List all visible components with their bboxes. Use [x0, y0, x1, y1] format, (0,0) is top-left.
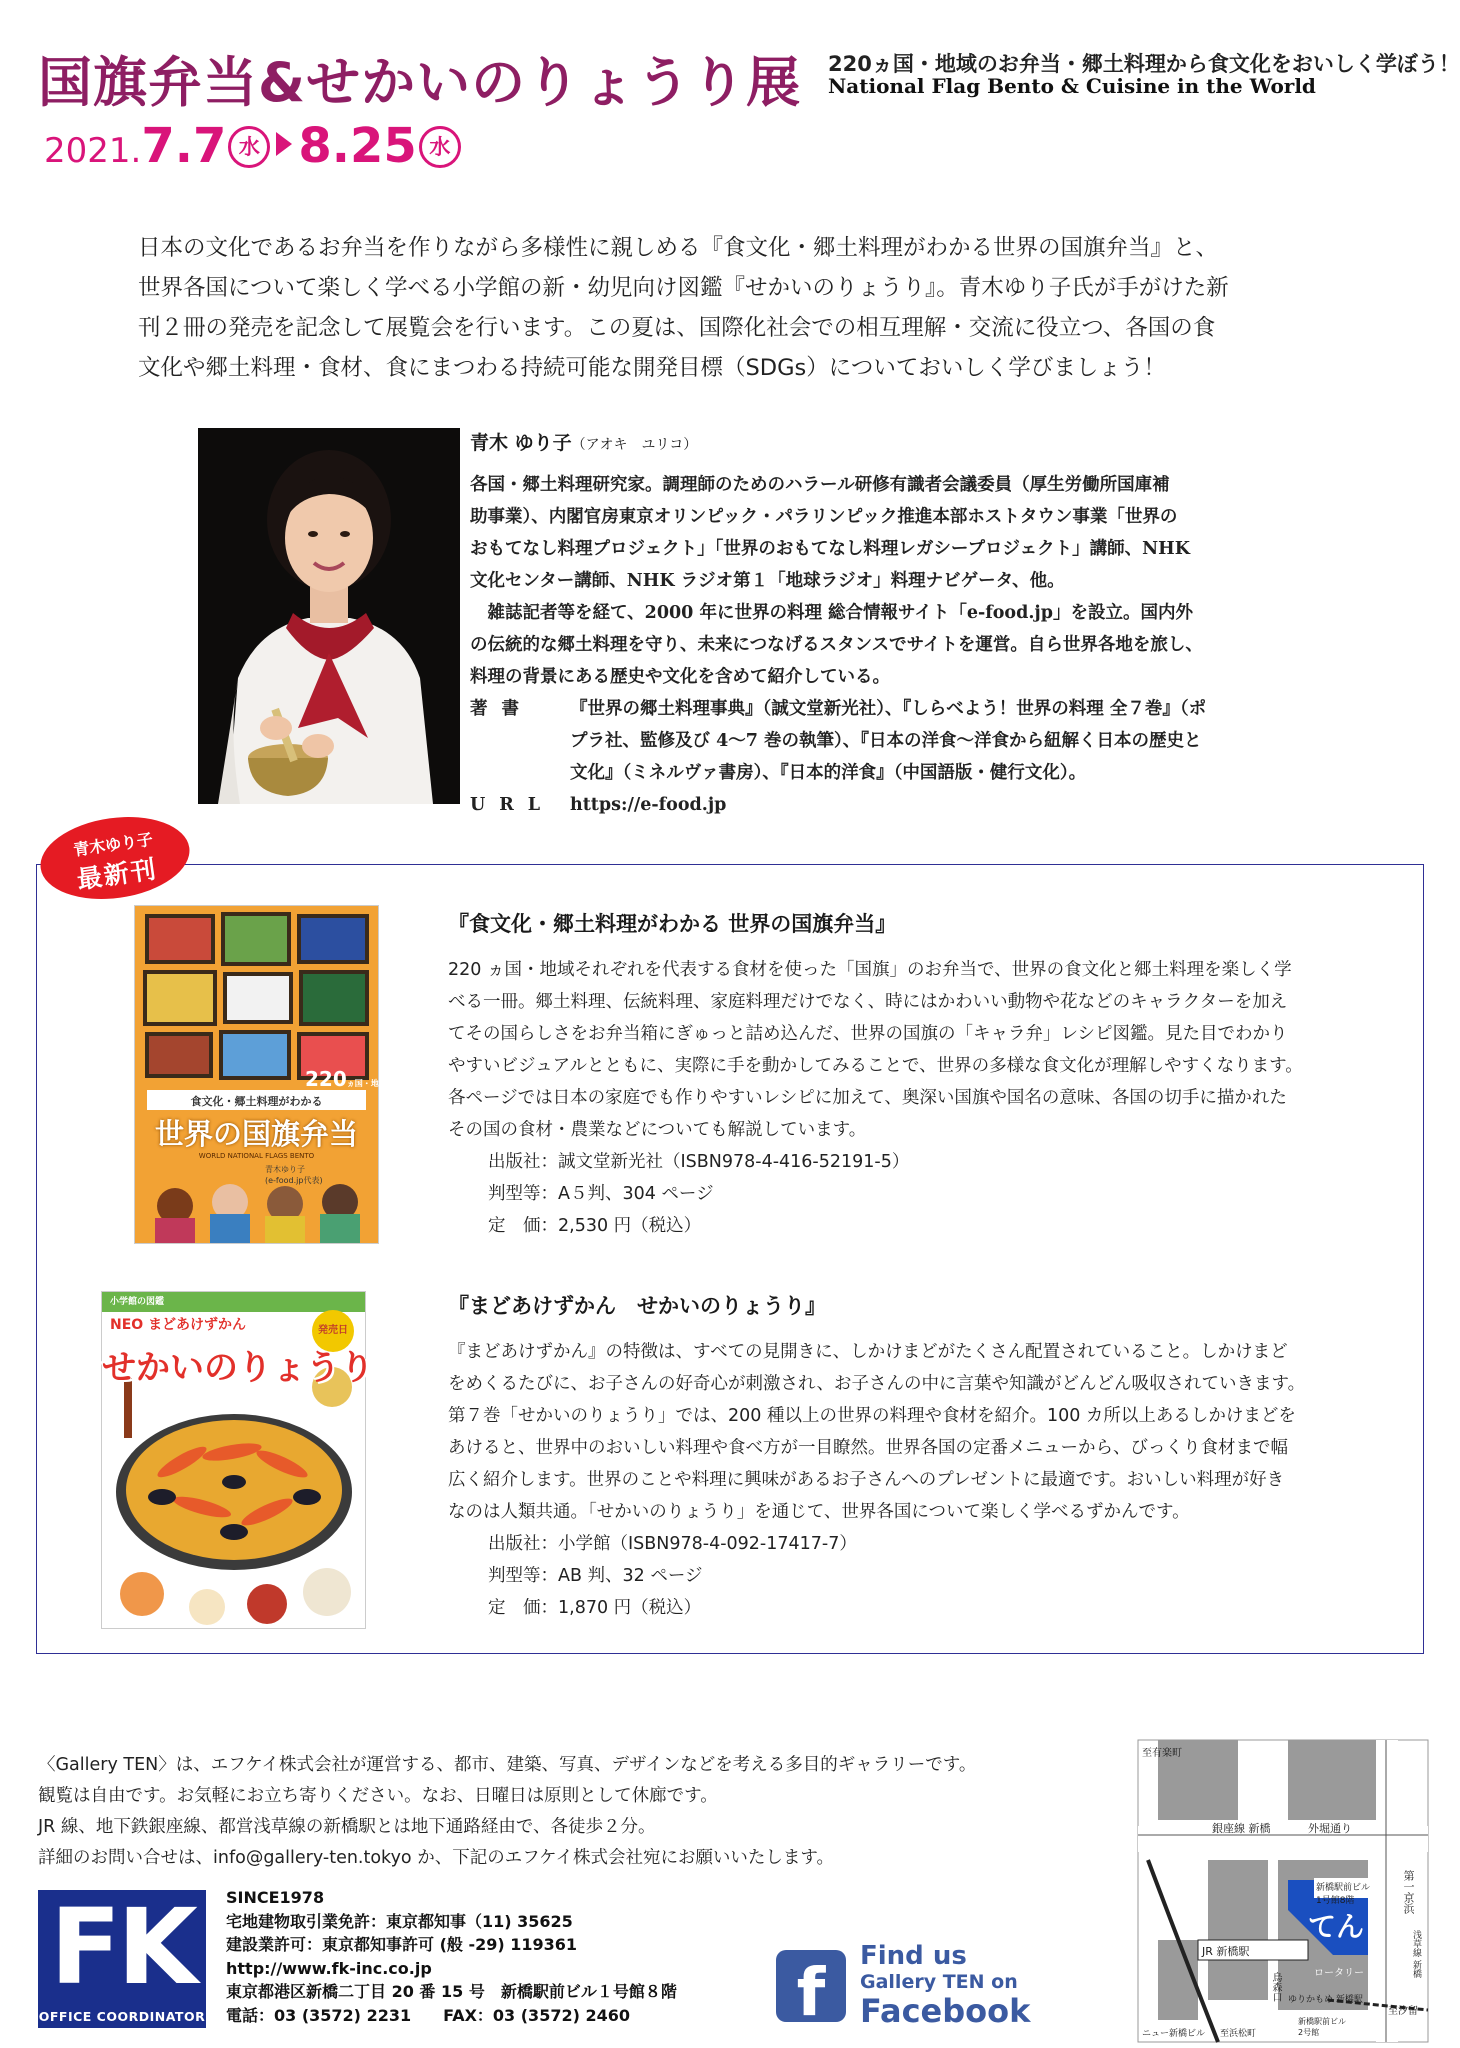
- badge-label: 最新刊: [75, 854, 160, 895]
- book-title: 『食文化・郷土料理がわかる 世界の国旗弁当』: [448, 912, 897, 936]
- bio-works-line: 文化』（ミネルヴァ書房）、『日本的洋食』（中国語版・健行文化）。: [570, 763, 1087, 783]
- facebook-line3: Facebook: [860, 1992, 1031, 2030]
- map-label-building-name: 新橋駅前ビル: [1316, 1883, 1371, 1893]
- map-label-karasumori: 烏森口: [1270, 1972, 1281, 2002]
- cover-badge: 発売日: [312, 1310, 354, 1352]
- cover-author: [265, 1164, 323, 1186]
- date-year: 2021.: [44, 131, 142, 171]
- bio-url-link[interactable]: https://e-food.jp: [570, 795, 727, 815]
- fk-logo-letters: FK: [50, 1886, 194, 2008]
- bio-line: 料理の背景にある歴史や文化を含めて紹介している。: [470, 667, 890, 687]
- map-label-building2-sub: 2号館: [1298, 2028, 1320, 2037]
- bio-line: 文化センター講師、NHK ラジオ第１「地球ラジオ」料理ナビゲータ、他。: [470, 571, 1065, 591]
- book-desc-line: 広く紹介します。世界のことや料理に興味があるお子さんへのプレゼントに最適です。おいしい料理が好き: [448, 1470, 1285, 1490]
- book-desc-line: 『まどあけずかん』の特徴は、すべての見開きに、しかけまどがたくさん配置されていること。しかけまど: [448, 1342, 1288, 1362]
- tagline: 220ヵ国・地域のお弁当・郷土料理から食文化をおいしく学ぼう！: [828, 52, 1460, 76]
- author-name-text: 青木 ゆり子: [470, 432, 572, 454]
- map-label-jr: JR 新橋駅: [1202, 1945, 1250, 1958]
- author-name: [470, 428, 1290, 455]
- map-label-asakusa: 浅草線 新橋: [1411, 1930, 1421, 1978]
- map-label-building-sub: 1号館8階: [1316, 1896, 1355, 1906]
- intro-line: 文化や郷土料理・食材、食にまつわる持続可能な開発目標（SDGs）についておいしく学びましょう！: [138, 355, 1166, 381]
- intro-line: 刊２冊の発売を記念して展覧会を行います。この夏は、国際化社会での相互理解・交流に役立つ、各国の食: [138, 315, 1216, 341]
- bio-works-label: 著書: [470, 699, 533, 719]
- bio-line: 雑誌記者等を経て、2000 年に世界の料理 総合情報サイト「e-food.jp」を設立。国内外: [470, 603, 1193, 623]
- book-cover-flag-bento: [135, 906, 387, 1243]
- cover-en: WORLD NATIONAL FLAGS BENTO: [198, 1152, 315, 1160]
- intro-line: 世界各国について楽しく学べる小学館の新・幼児向け図鑑『せかいのりょうり』。青木ゆり子氏が手がけた新: [138, 275, 1229, 301]
- bio-line: おもてなし料理プロジェクト」「世界のおもてなし料理レガシープロジェクト」講師、NHK: [470, 539, 1190, 559]
- cover-series-title: まどあけずかん: [148, 1317, 247, 1333]
- map-label-yurikamome: ゆりかもめ 新橋駅: [1288, 1995, 1363, 2005]
- bio-url-label: URL: [470, 795, 555, 815]
- author-portrait-photo: [198, 428, 460, 804]
- facebook-line1: Find us: [860, 1941, 967, 1971]
- book-title: 『まどあけずかん せかいのりょうり』: [448, 1294, 826, 1318]
- map-label-building: [1316, 1880, 1370, 1906]
- book-format: 判型等：A５判、304 ページ: [488, 1184, 714, 1204]
- fk-logo-sub: OFFICE COORDINATOR: [38, 2009, 206, 2024]
- gallery-info-line: 〈Gallery TEN〉は、エフケイ株式会社が運営する、都市、建築、写真、デザインなどを考える多目的ギャラリーです。: [38, 1755, 977, 1775]
- book-cover-world-cuisine: [102, 1292, 374, 1628]
- map-label-daiichi-keihin: 第一京浜: [1402, 1870, 1415, 1914]
- company-line: 東京都港区新橋二丁目 20 番 15 号 新橋駅前ビル１号館８階: [226, 1982, 677, 2001]
- map-label-shiodome: 至汐留: [1388, 2006, 1418, 2017]
- map-label-building2: [1298, 2016, 1346, 2038]
- company-line: SINCE1978: [226, 1888, 325, 1907]
- cover-brand: NEO: [110, 1317, 144, 1333]
- map-label-ginza: 銀座線 新橋: [1212, 1822, 1271, 1835]
- bio-line: 各国・郷土料理研究家。調理師のためのハラール研修有識者会議委員（厚生労働所国庫補: [470, 475, 1170, 495]
- company-line: 電話：03 (3572) 2231 FAX：03 (3572) 2460: [226, 2005, 631, 2025]
- cover-author-name: 青木ゆり子: [265, 1165, 305, 1174]
- cover-count-unit: ヵ国・地域: [346, 1079, 387, 1088]
- facebook-link[interactable]: [776, 1941, 1036, 2031]
- cover-title: 世界の国旗弁当: [154, 1117, 358, 1151]
- book-desc-line: 220 ヵ国・地域それぞれを代表する食材を使った「国旗」のお弁当で、世界の食文化と郷土料理を楽しく学: [448, 960, 1292, 980]
- bio-works-list: [570, 693, 1290, 789]
- badge-author: 青木ゆり子: [72, 829, 155, 860]
- map-label-building2-name: 新橋駅前ビル: [1298, 2017, 1346, 2026]
- gallery-mark: てん: [1308, 1910, 1365, 1943]
- bio-line: の伝統的な郷土料理を守り、未来につなげるスタンスでサイトを運営。自ら世界各地を旅し、: [470, 635, 1203, 655]
- intro-paragraph: [138, 228, 1338, 388]
- cover-series-line: [110, 1314, 246, 1334]
- gallery-info-line: JR 線、地下鉄銀座線、都営浅草線の新橋駅とは地下通路経由で、各徒歩２分。: [38, 1817, 656, 1837]
- cover-title: せかいのりょうり: [102, 1348, 374, 1388]
- book-desc-line: をめくるたびに、お子さんの好奇心が刺激され、お子さんの中に言葉や知識がどんどん吸収されていきます。: [448, 1374, 1306, 1394]
- fk-logo: [38, 1886, 206, 2028]
- cover-count-number: 220: [305, 1067, 347, 1091]
- book-description: [448, 954, 1388, 1146]
- book-format: 判型等：AB 判、32 ページ: [488, 1566, 703, 1586]
- english-subtitle: National Flag Bento & Cuisine in the World: [828, 74, 1316, 98]
- arrow-right-icon: [276, 132, 292, 156]
- facebook-icon: f: [776, 1950, 846, 2022]
- book-desc-line: その国の食材・農業などについても解説しています。: [448, 1120, 867, 1140]
- cover-ribbon: 食文化・郷土料理がわかる: [190, 1095, 323, 1108]
- bio-works-line: プラ社、監修及び 4～7 巻の執筆）、『日本の洋食～洋食から紐解く日本の歴史と: [570, 731, 1202, 751]
- gallery-info-line: 観覧は自由です。お気軽にお立ち寄りください。なお、日曜日は原則として休廊です。: [38, 1786, 718, 1806]
- book-desc-line: やすいビジュアルとともに、実際に手を動かしてみることで、世界の多様な食文化が理解しやすくなります。: [448, 1056, 1303, 1076]
- bio-line: 助事業）、内閣官房東京オリンピック・パラリンピック推進本部ホストタウン事業「世界の: [470, 507, 1178, 527]
- bio-url-row: [470, 789, 1290, 821]
- date-end: 8.25: [298, 118, 417, 174]
- company-line: 宅地建物取引業免許：東京都知事（11) 35625: [226, 1911, 573, 1931]
- cover-author-sub: (e-food.jp代表): [265, 1176, 323, 1185]
- gallery-info: [38, 1750, 1098, 1874]
- book-price: 定 価：2,530 円（税込）: [488, 1216, 702, 1236]
- book-desc-line: なのは人類共通。「せかいのりょうり」を通じて、世界各国について楽しく学べるずかんです。: [448, 1502, 1190, 1522]
- author-bio: [470, 428, 1290, 821]
- book-publisher: 出版社：小学館（ISBN978-4-092-17417-7）: [488, 1534, 857, 1554]
- date-end-weekday: 水: [419, 126, 461, 168]
- book-desc-line: 各ページでは日本の家庭でも作りやすいレシピに加えて、奥深い国旗や国名の意味、各国の切手に描かれた: [448, 1088, 1287, 1108]
- bio-body: [470, 469, 1290, 693]
- book-entry-flag-bento: [448, 908, 1388, 1242]
- page-title: 国旗弁当&せかいのりょうり展: [38, 51, 802, 114]
- date-start-weekday: 水: [228, 126, 270, 168]
- book-desc-line: 第７巻「せかいのりょうり」では、200 種以上の世界の料理や食材を紹介。100 カ所以上あるしかけまどを: [448, 1406, 1296, 1426]
- book-desc-line: てその国らしさをお弁当箱にぎゅっと詰め込んだ、世界の国旗の「キャラ弁」レシピ図鑑。見た目でわかり: [448, 1024, 1288, 1044]
- company-url[interactable]: http://www.fk-inc.co.jp: [226, 1958, 432, 1978]
- book-publisher: 出版社：誠文堂新光社（ISBN978-4-416-52191-5）: [488, 1152, 910, 1172]
- facebook-line2: Gallery TEN on: [860, 1971, 1018, 1993]
- book-description: [448, 1336, 1388, 1528]
- map-label-kyobashi: 至有楽町: [1142, 1748, 1182, 1759]
- access-map: [1138, 1740, 1428, 2042]
- map-label-toranomon: 至浜松町: [1220, 2029, 1257, 2039]
- cover-count: [305, 1067, 387, 1091]
- author-name-kana: （アオキ ユリコ）: [571, 437, 698, 453]
- gallery-info-line: 詳細のお問い合せは、info@gallery-ten.tokyo か、下記のエフケイ株式会社宛にお願いいたします。: [38, 1848, 835, 1868]
- exhibition-dates: [44, 118, 463, 174]
- book-entry-world-cuisine: [448, 1290, 1388, 1624]
- book-desc-line: べる一冊。郷土料理、伝統料理、家庭料理だけでなく、時にはかわいい動物や花などのキャラクターを加え: [448, 992, 1288, 1012]
- cover-series: 小学館の図鑑: [110, 1297, 165, 1307]
- map-label-new-shinbashi: ニュー新橋ビル: [1142, 2029, 1206, 2039]
- bio-works-row: [470, 693, 1290, 789]
- facebook-text: [860, 1942, 1030, 2028]
- bio-works-line: 『世界の郷土料理事典』（誠文堂新光社）、『しらべよう！世界の料理 全７巻』（ポ: [570, 699, 1207, 719]
- company-info: [226, 1886, 677, 2027]
- date-start: 7.7: [141, 118, 227, 174]
- book-price: 定 価：1,870 円（税込）: [488, 1598, 702, 1618]
- company-line: 建設業許可：東京都知事許可 (般 -29) 119361: [226, 1935, 578, 1954]
- map-label-rotary: ロータリー: [1314, 1968, 1364, 1979]
- intro-line: 日本の文化であるお弁当を作りながら多様性に親しめる『食文化・郷土料理がわかる世界の国旗弁当』と、: [138, 235, 1219, 261]
- book-desc-line: あけると、世界中のおいしい料理や食べ方が一目瞭然。世界各国の定番メニューから、びっくり食材まで幅: [448, 1438, 1288, 1458]
- map-label-sotobori: 外堀通り: [1308, 1822, 1352, 1835]
